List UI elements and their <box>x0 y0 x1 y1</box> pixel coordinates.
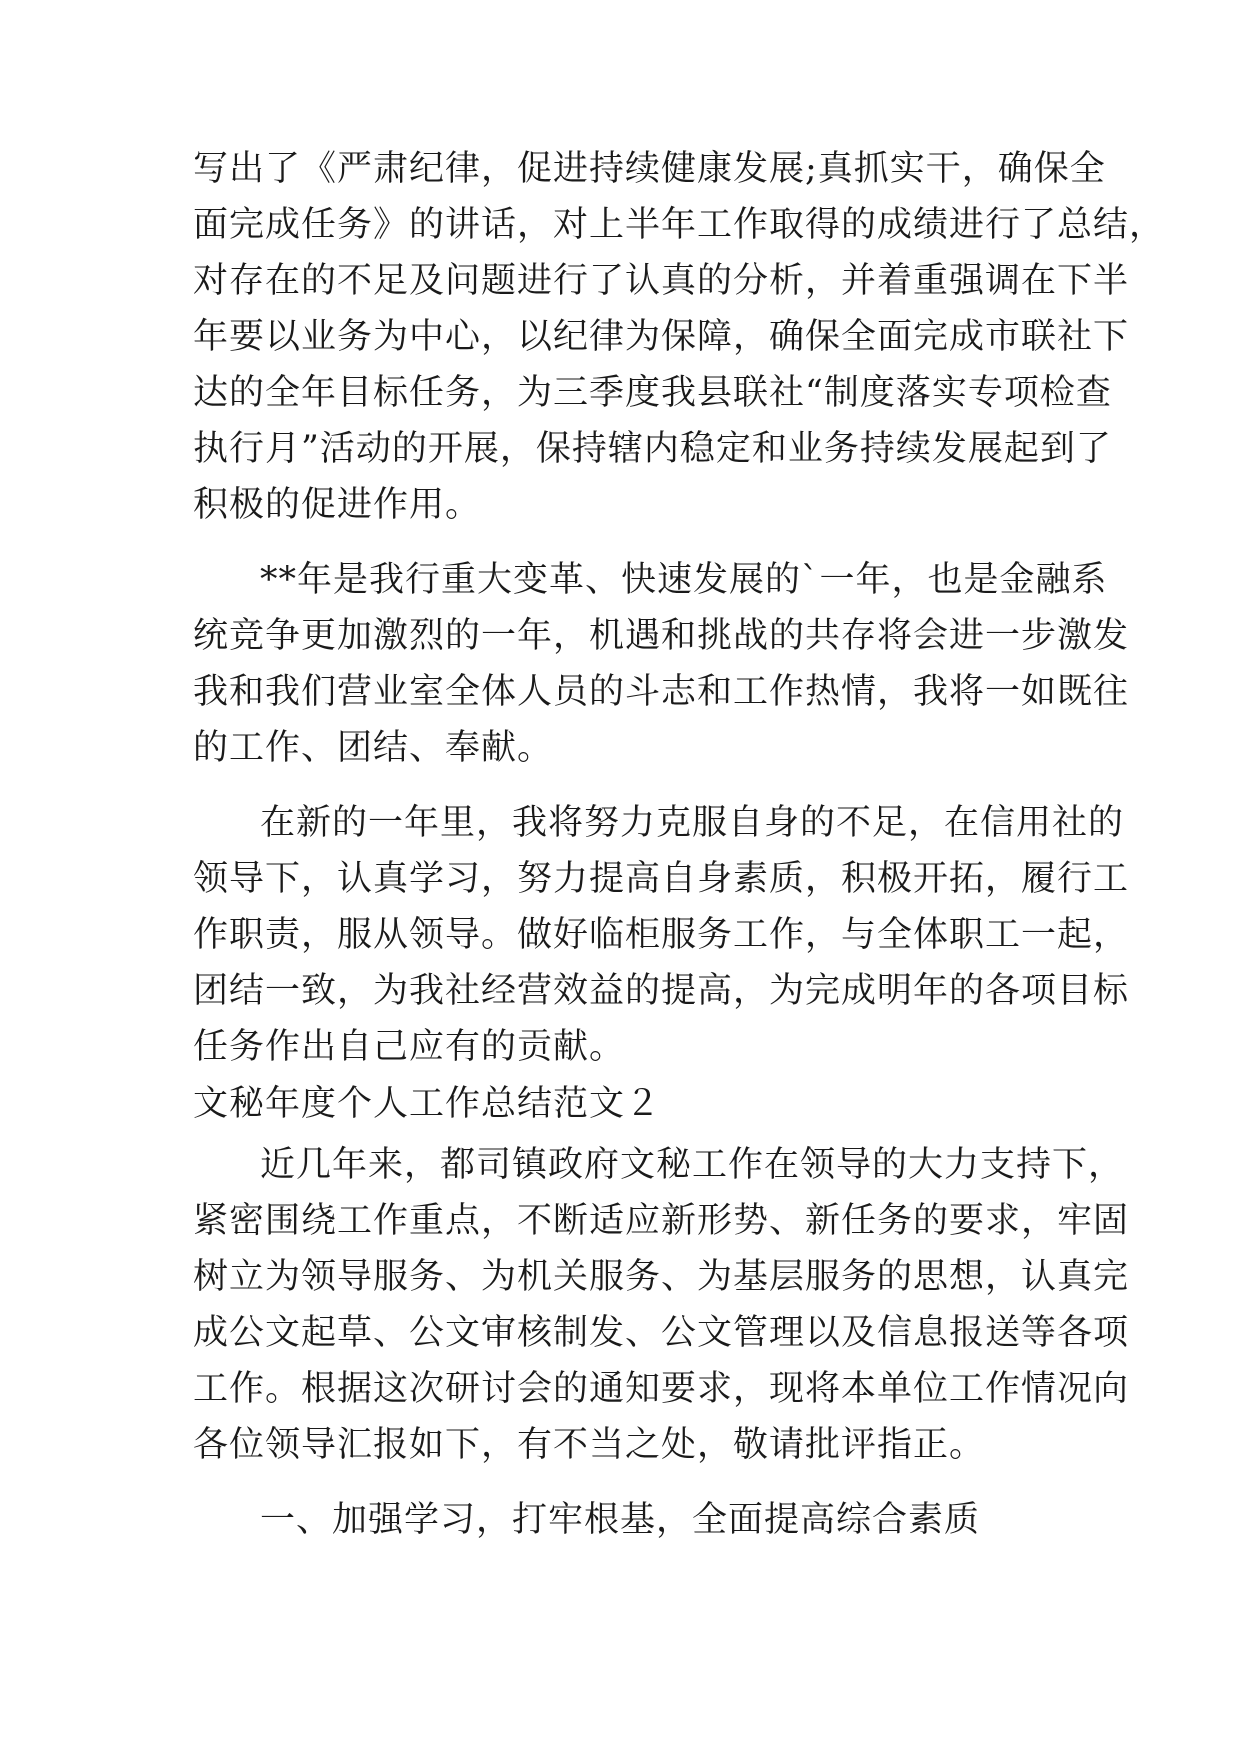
paragraph-line: 领导下，认真学习，努力提高自身素质，积极开拓，履行工 <box>193 859 1130 899</box>
paragraph-line: 近几年来，都司镇政府文秘工作在领导的大力支持下， <box>260 1145 1125 1185</box>
paragraph-line: 达的全年目标任务，为三季度我县联社“制度落实专项检查 <box>193 373 1112 413</box>
paragraph-line: 任务作出自己应有的贡献。 <box>193 1027 626 1067</box>
paragraph-line: 对存在的不足及问题进行了认真的分析，并着重强调在下半 <box>193 261 1130 301</box>
paragraph-line: 我和我们营业室全体人员的斗志和工作热情，我将一如既往 <box>193 672 1130 712</box>
paragraph-line: 紧密围绕工作重点，不断适应新形势、新任务的要求，牢固 <box>193 1201 1130 1241</box>
paragraph-line: 执行月”活动的开展，保持辖内稳定和业务持续发展起到了 <box>193 429 1112 469</box>
paragraph-line: 作职责，服从领导。做好临柜服务工作，与全体职工一起， <box>193 915 1130 955</box>
paragraph-line: **年是我行重大变革、快速发展的`一年，也是金融系 <box>260 560 1108 600</box>
paragraph-line: 统竞争更加激烈的一年，机遇和挑战的共存将会进一步激发 <box>193 616 1130 656</box>
paragraph-line: 各位领导汇报如下，有不当之处，敬请批评指正。 <box>193 1425 986 1465</box>
paragraph-line: 树立为领导服务、为机关服务、为基层服务的思想，认真完 <box>193 1257 1130 1297</box>
paragraph-line: 在新的一年里，我将努力克服自身的不足，在信用社的 <box>260 803 1125 843</box>
paragraph-line: 积极的促进作用。 <box>193 485 482 525</box>
paragraph-line: 面完成任务》的讲话，对上半年工作取得的成绩进行了总结， <box>193 205 1166 245</box>
paragraph-line: 团结一致，为我社经营效益的提高，为完成明年的各项目标 <box>193 971 1130 1011</box>
paragraph-line: 的工作、团结、奉献。 <box>193 728 554 768</box>
paragraph-line: 工作。根据这次研讨会的通知要求，现将本单位工作情况向 <box>193 1369 1130 1409</box>
paragraph-line: 写出了《严肃纪律，促进持续健康发展;真抓实干，确保全 <box>193 149 1106 189</box>
section-heading: 一、加强学习，打牢根基，全面提高综合素质 <box>260 1500 981 1540</box>
paragraph-line: 年要以业务为中心，以纪律为保障，确保全面完成市联社下 <box>193 317 1130 357</box>
paragraph-line: 成公文起草、公文审核制发、公文管理以及信息报送等各项 <box>193 1313 1130 1353</box>
section-title: 文秘年度个人工作总结范文２ <box>193 1084 662 1124</box>
